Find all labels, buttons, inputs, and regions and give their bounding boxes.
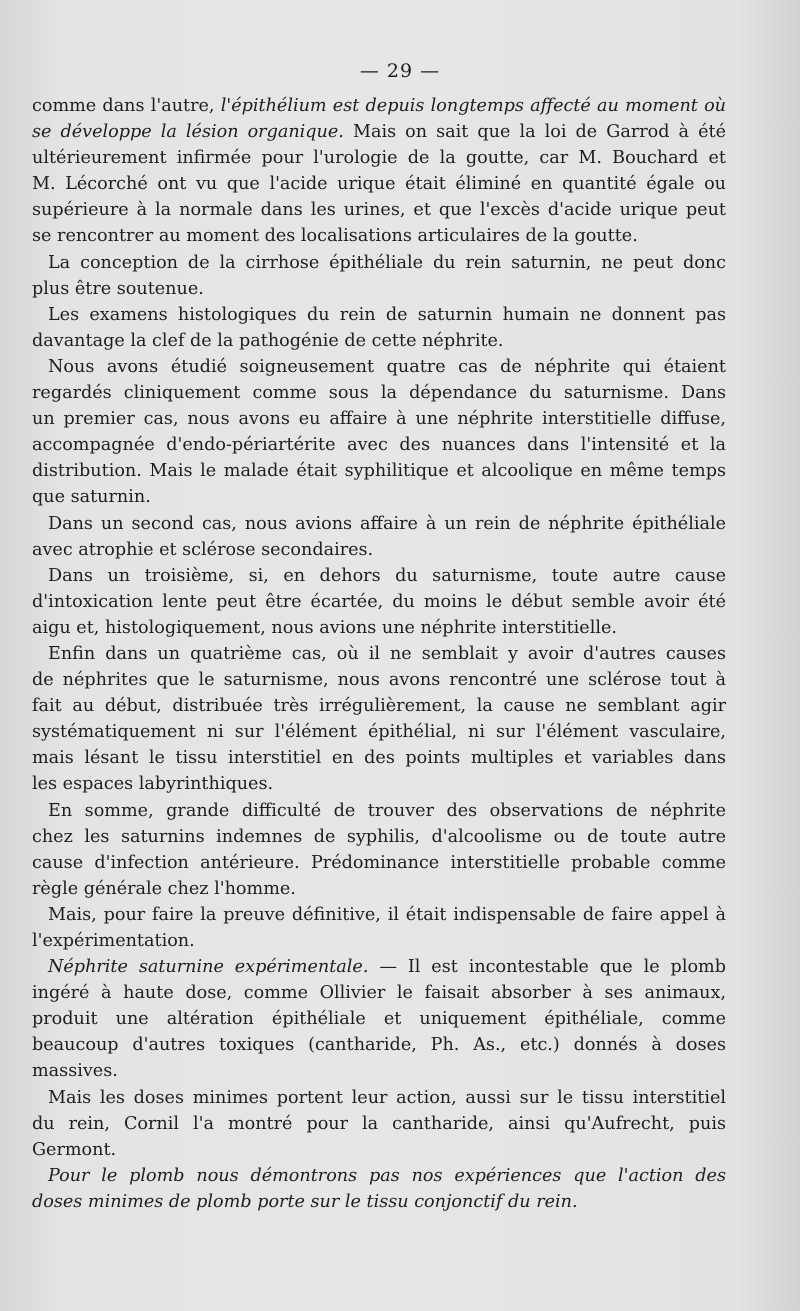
text-line xyxy=(32,537,726,563)
text-line xyxy=(32,171,726,197)
line-text: mais lésant le tissu interstitiel en des points multiples et variables dans xyxy=(32,748,726,769)
text-line xyxy=(32,928,726,954)
line-text: Germont. xyxy=(32,1139,117,1160)
line-text: massives. xyxy=(32,1061,118,1082)
line-text: aigu et, histologiquement, nous avions une néphrite interstitielle. xyxy=(32,617,617,638)
line-text: avec atrophie et sclérose secondaires. xyxy=(32,539,374,560)
line-text: Mais les doses minimes portent leur action, aussi sur le tissu interstitiel xyxy=(48,1087,726,1108)
line-text: Nous avons étudié soigneusement quatre cas de néphrite qui étaient xyxy=(48,356,726,377)
line-text: Dans un troisième, si, en dehors du saturnisme, toute autre cause xyxy=(48,565,726,586)
text-line xyxy=(32,589,726,615)
text-line xyxy=(32,745,726,771)
italic-text: Néphrite saturnine expérimentale. xyxy=(48,957,369,978)
text-line xyxy=(32,458,726,484)
line-text: M. Lécorché ont vu que l'acide urique était éliminé en quantité égale ou xyxy=(32,174,726,195)
line-text: Les examens histologiques du rein de saturnin humain ne donnent pas xyxy=(48,304,726,325)
line-text: Enfin dans un quatrième cas, où il ne semblait y avoir d'autres causes xyxy=(48,643,726,664)
line-text: accompagnée d'endo-périartérite avec des nuances dans l'intensité et la xyxy=(32,435,726,456)
text-line xyxy=(32,93,726,119)
text-line xyxy=(32,354,726,380)
line-text: supérieure à la normale dans les urines, et que l'excès d'acide urique peut xyxy=(32,200,726,221)
line-text: un premier cas, nous avons eu affaire à une néphrite interstitielle diffuse, xyxy=(32,409,726,430)
text-line xyxy=(32,1189,726,1215)
text-line xyxy=(32,902,726,928)
line-text: En somme, grande difficulté de trouver des observations de néphrite xyxy=(48,800,726,821)
line-text: Mais on sait que la loi de Garrod à été xyxy=(343,122,726,143)
line-text: Dans un second cas, nous avions affaire à un rein de néphrite épithéliale xyxy=(48,513,726,534)
text-line xyxy=(32,250,726,276)
line-text: l'expérimentation. xyxy=(32,931,195,951)
italic-text: Pour le plomb nous démontrons pas nos expériences que l'action des xyxy=(48,1165,726,1186)
line-text: systématiquement ni sur l'élément épithélial, ni sur l'élément vasculaire, xyxy=(32,722,726,743)
line-text: que saturnin. xyxy=(32,487,151,508)
text-line xyxy=(32,432,726,458)
line-text: Mais, pour faire la preuve définitive, il était indispensable de faire appel à xyxy=(48,904,726,925)
italic-text: doses minimes de plomb porte sur le tissu conjonctif du rein. xyxy=(32,1191,578,1212)
text-line xyxy=(32,954,726,980)
text-line xyxy=(32,980,726,1006)
text-line xyxy=(32,1111,726,1137)
italic-text: l'épithélium est depuis longtemps affecté au moment où xyxy=(220,96,726,116)
text-line xyxy=(32,1058,726,1084)
text-line xyxy=(32,641,726,667)
line-text: — Il est incontestable que le plomb xyxy=(368,957,726,978)
text-line xyxy=(32,1163,726,1189)
text-line xyxy=(32,719,726,745)
text-line xyxy=(32,1085,726,1111)
line-text: règle générale chez l'homme. xyxy=(32,878,296,899)
line-text: se rencontrer au moment des localisations articulaires de la goutte. xyxy=(32,226,638,247)
text-line xyxy=(32,484,726,510)
text-line xyxy=(32,876,726,902)
text-line xyxy=(32,771,726,797)
line-text: La conception de la cirrhose épithéliale du rein saturnin, ne peut donc xyxy=(48,252,726,273)
line-text: beaucoup d'autres toxiques (cantharide, Ph. As., etc.) donnés à doses xyxy=(32,1035,726,1056)
text-line xyxy=(32,1006,726,1032)
text-line xyxy=(32,615,726,641)
text-line xyxy=(32,511,726,537)
text-line xyxy=(32,223,726,249)
line-text: cause d'infection antérieure. Prédominance interstitielle probable comme xyxy=(32,852,726,873)
italic-text: se développe la lésion organique. xyxy=(32,122,344,143)
text-line xyxy=(32,667,726,693)
line-text: de néphrites que le saturnisme, nous avons rencontré une sclérose tout à xyxy=(32,670,726,691)
line-text: regardés cliniquement comme sous la dépendance du saturnisme. Dans xyxy=(32,383,726,404)
line-text: d'intoxication lente peut être écartée, du moins le début semble avoir été xyxy=(32,591,726,612)
line-text: comme dans l'autre, xyxy=(32,96,221,116)
text-line xyxy=(32,380,726,406)
page-number: — 29 — xyxy=(359,60,441,82)
text-line xyxy=(32,1032,726,1058)
text-line xyxy=(32,197,726,223)
line-text: produit une altération épithéliale et uniquement épithéliale, comme xyxy=(32,1009,726,1030)
line-text: davantage la clef de la pathogénie de cette néphrite. xyxy=(32,330,504,351)
text-line xyxy=(32,563,726,589)
body-text xyxy=(32,93,726,1215)
line-text: du rein, Cornil l'a montré pour la cantharide, ainsi qu'Aufrecht, puis xyxy=(32,1113,726,1134)
line-text: chez les saturnins indemnes de syphilis, d'alcoolisme ou de toute autre xyxy=(32,826,726,847)
line-text: ultérieurement infirmée pour l'urologie de la goutte, car M. Bouchard et xyxy=(32,148,726,169)
text-line xyxy=(32,276,726,302)
text-line xyxy=(32,302,726,328)
line-text: plus être soutenue. xyxy=(32,278,204,299)
line-text: les espaces labyrinthiques. xyxy=(32,774,274,795)
line-text: distribution. Mais le malade était syphilitique et alcoolique en même temps xyxy=(32,461,726,482)
text-line xyxy=(32,406,726,432)
text-line xyxy=(32,798,726,824)
line-text: fait au début, distribuée très irrégulièrement, la cause ne semblant agir xyxy=(32,696,726,717)
line-text: ingéré à haute dose, comme Ollivier le faisait absorber à ses animaux, xyxy=(32,983,726,1004)
text-line xyxy=(32,328,726,354)
text-line xyxy=(32,693,726,719)
text-line xyxy=(32,824,726,850)
text-line xyxy=(32,1137,726,1163)
text-line xyxy=(32,119,726,145)
text-line xyxy=(32,145,726,171)
text-line xyxy=(32,850,726,876)
